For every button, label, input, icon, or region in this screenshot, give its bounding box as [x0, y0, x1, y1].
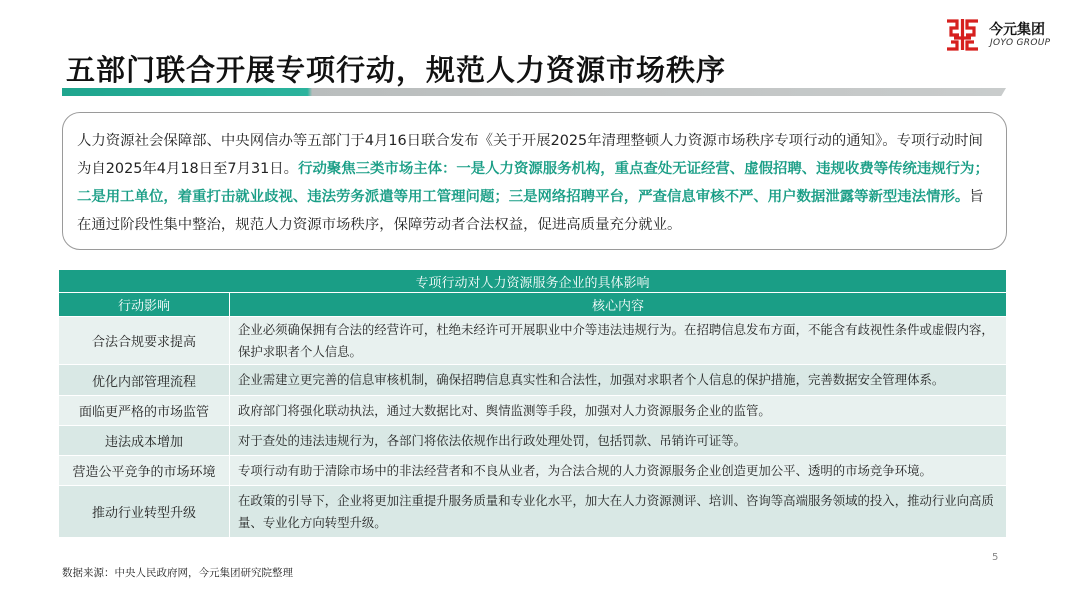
- content-cell: 在政策的引导下，企业将更加注重提升服务质量和专业化水平，加大在人力资源测评、培训、咨询等高端服务领域的投入，推动行业向高质量、专业化方向转型升级。: [230, 486, 1007, 538]
- logo-text-cn: 今元集团: [989, 22, 1045, 38]
- table-row: [59, 486, 1007, 538]
- source-note: 数据来源：中央人民政府网，今元集团研究院整理: [62, 567, 293, 579]
- intro-highlight: 行动聚焦三类市场主体：一是人力资源服务机构，重点查处无证经营、虚假招聘、违规收费等传统违规行为；二是用工单位，着重打击就业歧视、违法劳务派遣等用工管理问题；三是网络招聘平台，严查信息审核不严、用户数据泄露等新型违法情形。: [77, 161, 989, 205]
- logo: [944, 16, 1051, 56]
- content-cell: 企业必须确保拥有合法的经营许可，杜绝未经许可开展职业中介等违法违规行为。在招聘信息发布方面，不能含有歧视性条件或虚假内容，保护求职者个人信息。: [230, 317, 1007, 365]
- column-header-content: 核心内容: [230, 293, 1007, 317]
- impact-cell: 违法成本增加: [59, 426, 230, 456]
- joyo-logo-icon: [944, 16, 981, 53]
- table-row: [59, 426, 1007, 456]
- impact-cell: 优化内部管理流程: [59, 365, 230, 396]
- column-header-impact: 行动影响: [59, 293, 230, 317]
- table-caption: 专项行动对人力资源服务企业的具体影响: [59, 270, 1007, 293]
- impact-table: [58, 269, 1007, 538]
- impact-cell: 推动行业转型升级: [59, 486, 230, 538]
- impact-cell: 营造公平竞争的市场环境: [59, 456, 230, 486]
- impact-cell: 合法合规要求提高: [59, 317, 230, 365]
- content-cell: 企业需建立更完善的信息审核机制，确保招聘信息真实性和合法性，加强对求职者个人信息的保护措施，完善数据安全管理体系。: [230, 365, 1007, 396]
- logo-text-en: JOYO GROUP: [990, 38, 1051, 48]
- page-number: 5: [992, 552, 999, 563]
- content-cell: 政府部门将强化联动执法，通过大数据比对、舆情监测等手段，加强对人力资源服务企业的监管。: [230, 396, 1007, 426]
- table-row: [59, 396, 1007, 426]
- intro-text: 人力资源社会保障部、中央网信办等五部门于4月16日联合发布《关于开展2025年清理整顿人力资源市场秩序专项行动的通知》。专项行动时间为自2025年4月18日至7月31日。: [77, 133, 983, 177]
- intro-box: [62, 112, 1007, 250]
- page-title: 五部门联合开展专项行动，规范人力资源市场秩序: [66, 53, 727, 87]
- table-row: [59, 456, 1007, 486]
- title-underline: [62, 88, 1006, 96]
- intro-text-end: 旨在通过阶段性集中整治，规范人力资源市场秩序，保障劳动者合法权益，促进高质量充分就业。: [77, 189, 984, 233]
- content-cell: 专项行动有助于清除市场中的非法经营者和不良从业者，为合法合规的人力资源服务企业创造更加公平、透明的市场竞争环境。: [230, 456, 1007, 486]
- table-row: [59, 317, 1007, 365]
- content-cell: 对于查处的违法违规行为，各部门将依法依规作出行政处理处罚，包括罚款、吊销许可证等。: [230, 426, 1007, 456]
- impact-cell: 面临更严格的市场监管: [59, 396, 230, 426]
- table-row: [59, 365, 1007, 396]
